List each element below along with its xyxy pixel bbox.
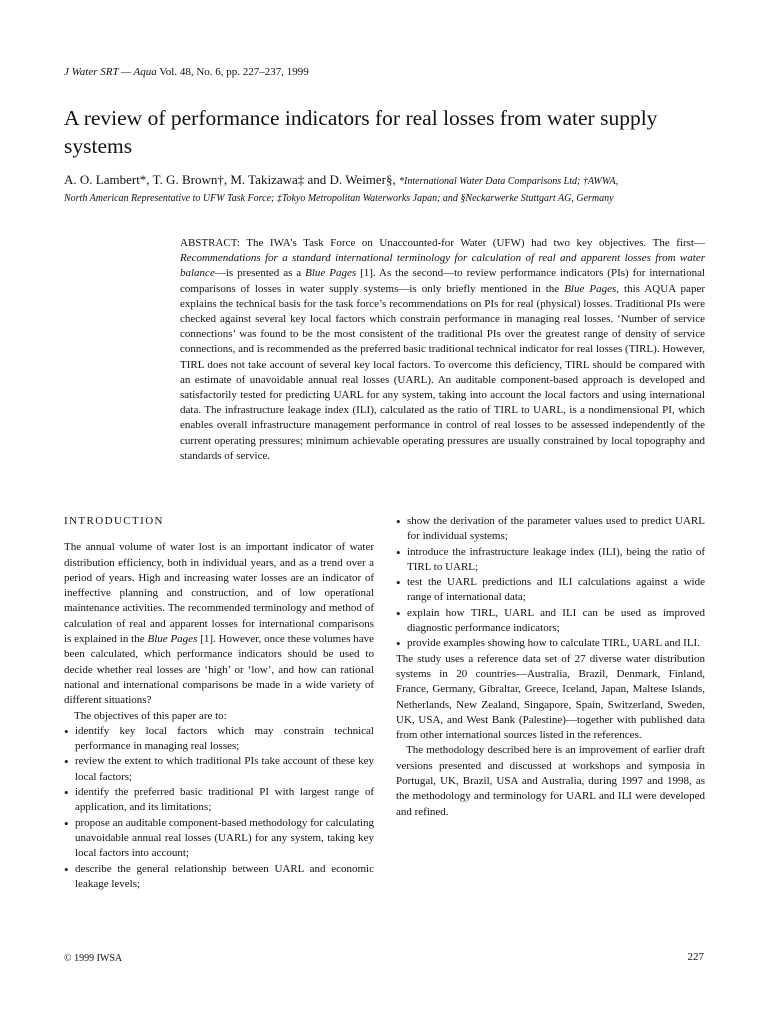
objectives-list-left [64,724,374,892]
list-item: • propose an auditable component-based methodology for calculating unavoidable annual real losses (UARL) for any system, taking key local factors into account; [64,816,374,862]
list-item: • introduce the infrastructure leakage index (ILI), being the ratio of TIRL to UARL; [396,545,705,576]
objectives-list-right [396,514,705,652]
copyright: © 1999 IWSA [64,953,123,964]
page-number: 227 [687,951,704,963]
paper-title: A review of performance indicators for real losses from water supply systems [64,106,658,158]
affiliation-line-1: *International Water Data Comparisons Ltd; †AWWA, [399,176,619,187]
list-item: • describe the general relationship between UARL and economic leakage levels; [64,862,374,893]
intro-paragraph-3: The study uses a reference data set of 27 diverse water distribution systems in 20 countries—Australia, Brazil, Denmark, Finland, France, Germany, Gibraltar, Greece, Iceland, Japan, Maltese Islands, Netherlands, New Zealand, Singapore, Spain, Switzerland, Sweden, UK, USA, and West Bank (Palestine)—together with published data from other international sources listed in the references. [396,652,705,742]
journal-citation [64,66,309,78]
author-line [64,172,714,190]
abstract: ABSTRACT: The IWA’s Task Force on Unaccounted-for Water (UFW) had two key objectives. The first—Recommendations for a standard international terminology for calculation of real and apparent losses from water balance—is presented as a Blue Pages [1]. As the second—to review performance indicators (PIs) for international comparisons of losses in water supply systems—is only briefly mentioned in the Blue Pages, this AQUA paper explains the technical basis for the task force’s recommendations on PIs for real (physical) losses. Traditional PIs were checked against several key local factors which constrain performance in managing real losses. ‘Number of service connections’ was found to be the most consistent of the traditional PIs over the greatest range of density of service connections, and is recommended as the preferred basic traditional technical indicator for real losses (TIRL). However, TIRL does not take account of several key local factors. To overcome this deficiency, TIRL should be compared with an estimate of unavoidable annual real losses (UARL). An auditable component-based approach is developed and satisfactorily tested for predicting UARL for any system, taking into account the local factors and using international data. The infrastructure leakage index (ILI), calculated as the ratio of TIRL to UARL, is a nondimensional PI, which enables overall infrastructure management performance in control of real losses to be assessed independently of the current operating pressures; minimum achievable operating pressures are usually constrained by local topography and standards of service. [180,237,706,462]
right-column [396,514,705,820]
list-item: • identify the preferred basic traditional PI with largest range of application, and its limitations; [64,785,374,816]
intro-paragraph-1: The annual volume of water lost is an important indicator of water distribution efficiency, both in individual years, and as a trend over a period of years. High and increasing water losses are an indicator of ineffective planning and construction, and of low operational maintenance activities. The recommended terminology and method of calculation of real and apparent losses for international comparisons is explained in the Blue Pages [1]. However, once these volumes have been calculated, which performance indicators should be used to decide whether real losses are ‘high’ or ‘low’, and how can rational national and international comparisons be made in a wide variety of different situations? [64,541,375,707]
list-item: • explain how TIRL, UARL and ILI can be used as improved diagnostic performance indicators; [396,606,705,637]
left-column [64,514,374,892]
journal-details: Vol. 48, No. 6, pp. 227–237, 1999 [156,66,309,78]
author-names: A. O. Lambert*, T. G. Brown†, M. Takizawa‡ and D. Weimer§, [64,172,396,187]
list-item: • identify key local factors which may constrain technical performance in managing real losses; [64,724,374,755]
list-item: • show the derivation of the parameter values used to predict UARL for individual systems; [396,514,705,545]
section-heading: INTRODUCTION [64,515,164,527]
intro-paragraph-2: The objectives of this paper are to: [74,709,227,722]
journal-name: J Water SRT — Aqua [64,66,157,78]
list-item: • provide examples showing how to calculate TIRL, UARL and ILI. [396,636,705,651]
list-item: • test the UARL predictions and ILI calculations against a wide range of international data; [396,575,705,606]
list-item: • review the extent to which traditional PIs take account of these key local factors; [64,754,374,785]
affiliation-line-2: North American Representative to UFW Task Force; ‡Tokyo Metropolitan Waterworks Japan; and §Neckarwerke Stuttgart AG, Germany [64,193,614,204]
intro-paragraph-4: The methodology described here is an improvement of earlier draft versions presented and discussed at workshops and symposia in Portugal, UK, Brazil, USA and Australia, during 1997 and 1998, as the methodology and terminology for UARL and ILI were developed and refined. [396,744,705,818]
